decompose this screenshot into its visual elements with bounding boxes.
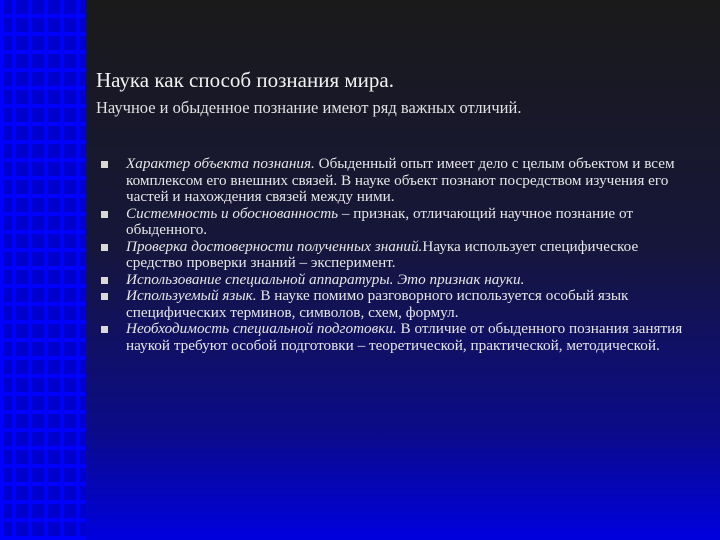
bullet-text: В науке помимо разговорного используется особый язык специфических терминов, символов, схем, формул.	[126, 287, 629, 321]
bullet-text: Наука использует специфическое средство проверки знаний – эксперимент.	[126, 237, 639, 271]
bullet-text: – признак, отличающий научное познание от обыденного.	[126, 204, 633, 238]
bullet-item	[101, 321, 691, 354]
bullet-item	[101, 272, 691, 289]
bullet-text: Обыденный опыт имеет дело с целым объектом и всем комплексом его внешних связей. В науке объект познают посредством изучения его частей и нахождения связей между ними.	[126, 155, 675, 205]
bullet-term: Используемый язык.	[126, 287, 257, 304]
decorative-squares-band	[0, 0, 86, 540]
square-bullet-icon	[101, 161, 108, 168]
bullet-term: Необходимость специальной подготовки.	[126, 320, 397, 337]
bullet-item	[101, 206, 691, 239]
slide-subtitle: Научное и обыденное познание имеют ряд важных отличий.	[96, 98, 522, 117]
square-bullet-icon	[101, 293, 108, 300]
bullet-list	[101, 156, 691, 354]
square-bullet-icon	[101, 326, 108, 333]
square-bullet-icon	[101, 244, 108, 251]
bullet-term: Характер объекта познания.	[126, 155, 315, 172]
slide-title: Наука как способ познания мира.	[96, 68, 394, 92]
bullet-text: В отличие от обыденного познания занятия наукой требуют особой подготовки – теоретической, практической, методической.	[126, 320, 683, 354]
bullet-term: Использование специальной аппаратуры. Это признак науки.	[126, 270, 525, 288]
bullet-term: Проверка достоверности полученных знаний.	[126, 237, 423, 255]
bullet-item	[101, 239, 691, 272]
bullet-term: Системность и обоснованность	[126, 204, 339, 222]
bullet-item	[101, 156, 691, 206]
bullet-item	[101, 288, 691, 321]
square-bullet-icon	[101, 211, 108, 218]
square-bullet-icon	[101, 277, 108, 284]
